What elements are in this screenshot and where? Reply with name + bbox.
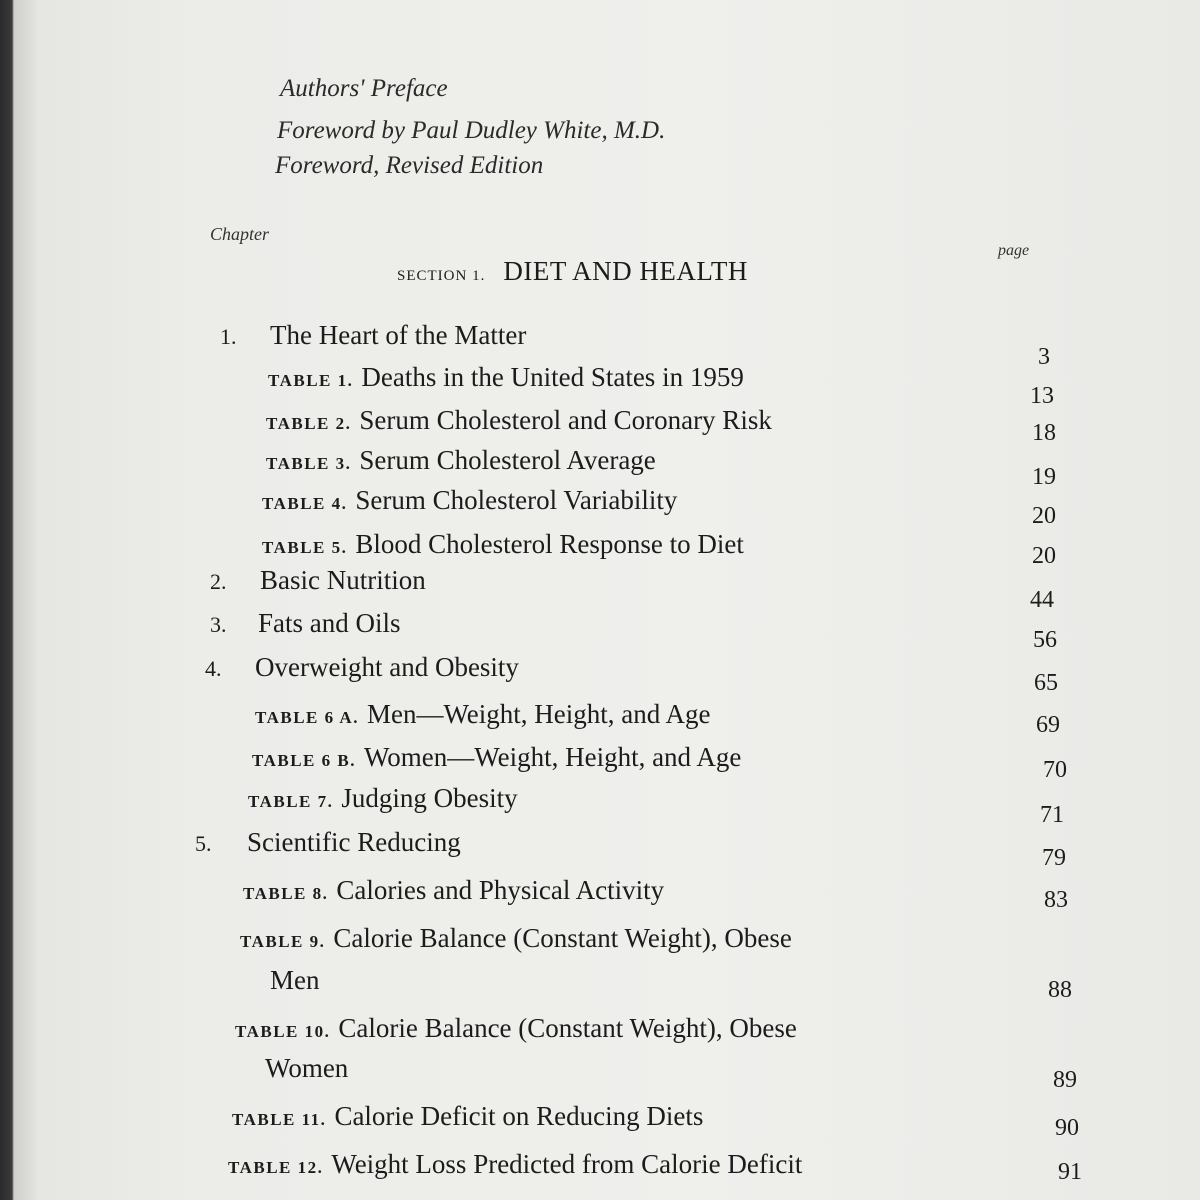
entry-title: Women—Weight, Height, and Age [363, 742, 742, 772]
page-number: 69 [1036, 712, 1060, 738]
page-number: 18 [1032, 420, 1056, 446]
table-label: TABLE 1. [268, 371, 354, 390]
page-number: 19 [1032, 464, 1056, 490]
table-label: TABLE 2. [266, 414, 352, 433]
toc-chapter-entry [195, 827, 461, 857]
entry-title: Overweight and Obesity [255, 652, 519, 682]
table-label: TABLE 9. [240, 932, 326, 951]
entry-title: Serum Cholesterol Variability [355, 485, 678, 515]
page-number: 88 [1048, 977, 1072, 1003]
table-label: TABLE 12. [228, 1158, 324, 1177]
entry-title: Men—Weight, Height, and Age [366, 699, 711, 729]
page-number: 70 [1043, 757, 1067, 783]
entry-title: Calorie Balance (Constant Weight), Obese [338, 1013, 797, 1043]
toc-table-entry [266, 407, 772, 434]
page-number: 89 [1053, 1067, 1077, 1093]
toc-table-entry [252, 744, 741, 771]
entry-title: Calories and Physical Activity [336, 875, 665, 905]
entry-title-continued: Women [265, 1053, 349, 1083]
entry-title: Calorie Deficit on Reducing Diets [334, 1101, 704, 1131]
toc-chapter-entry [220, 320, 527, 350]
table-label: TABLE 6 A. [255, 708, 359, 727]
toc-table-entry [262, 531, 744, 558]
table-label: TABLE 3. [266, 454, 352, 473]
page-number: 13 [1030, 383, 1054, 409]
page-number: 56 [1033, 627, 1057, 653]
chapter-number: 2. [210, 569, 227, 594]
toc-chapter-entry [210, 608, 401, 638]
toc-table-entry [255, 701, 710, 728]
toc-table-entry [243, 877, 664, 904]
entry-title: The Heart of the Matter [270, 320, 527, 350]
page-number: 65 [1034, 670, 1058, 696]
toc-chapter-entry [205, 652, 519, 682]
chapter-number: 3. [210, 612, 227, 637]
toc-table-entry [248, 785, 518, 812]
page-column-header: page [998, 242, 1030, 259]
table-label: TABLE 4. [262, 494, 348, 513]
front-matter-foreword-revised: Foreword, Revised Edition [275, 152, 544, 179]
toc-table-entry [235, 1015, 797, 1042]
front-matter-foreword: Foreword by Paul Dudley White, M.D. [277, 117, 666, 144]
toc-table-entry [228, 1151, 802, 1178]
entry-title: Weight Loss Predicted from Calorie Deficit [331, 1149, 803, 1179]
toc-table-entry [232, 1103, 703, 1130]
table-label: TABLE 5. [262, 538, 348, 557]
chapter-number: 4. [205, 656, 222, 681]
toc-table-entry [266, 447, 656, 474]
entry-title-continued: Men [270, 965, 320, 995]
entry-title: Fats and Oils [258, 608, 401, 638]
table-label: TABLE 10. [235, 1022, 331, 1041]
entry-title: Serum Cholesterol Average [359, 445, 656, 475]
table-label: TABLE 8. [243, 884, 329, 903]
page-number: 79 [1042, 845, 1066, 871]
page-number: 20 [1032, 543, 1056, 569]
page-number: 71 [1040, 802, 1064, 828]
entry-title: Blood Cholesterol Response to Diet [355, 529, 744, 559]
chapter-number: 5. [195, 831, 212, 856]
front-matter-preface: Authors' Preface [280, 75, 448, 102]
chapter-number: 1. [220, 324, 237, 349]
page-number: 83 [1044, 887, 1068, 913]
page-number: 90 [1055, 1115, 1079, 1141]
table-label: TABLE 6 B. [252, 751, 356, 770]
table-label: TABLE 7. [248, 792, 334, 811]
table-label: TABLE 11. [232, 1110, 327, 1129]
entry-title: Deaths in the United States in 1959 [361, 362, 744, 392]
page-number: 44 [1030, 587, 1054, 613]
toc-chapter-entry [210, 565, 426, 595]
chapter-column-header: Chapter [210, 224, 270, 244]
section-title: DIET AND HEALTH [503, 256, 748, 286]
entry-title: Calorie Balance (Constant Weight), Obese [333, 923, 792, 953]
entry-title: Scientific Reducing [247, 827, 461, 857]
page-number: 3 [1038, 344, 1050, 370]
entry-title: Basic Nutrition [260, 565, 426, 595]
entry-title: Serum Cholesterol and Coronary Risk [359, 405, 772, 435]
toc-table-entry [240, 925, 792, 952]
toc-table-entry [262, 487, 677, 514]
toc-table-entry [268, 364, 744, 391]
page-number: 20 [1032, 503, 1056, 529]
section-label: SECTION 1. [397, 268, 486, 284]
entry-title: Judging Obesity [341, 783, 518, 813]
section-heading [397, 258, 748, 285]
page-number: 91 [1058, 1159, 1082, 1185]
